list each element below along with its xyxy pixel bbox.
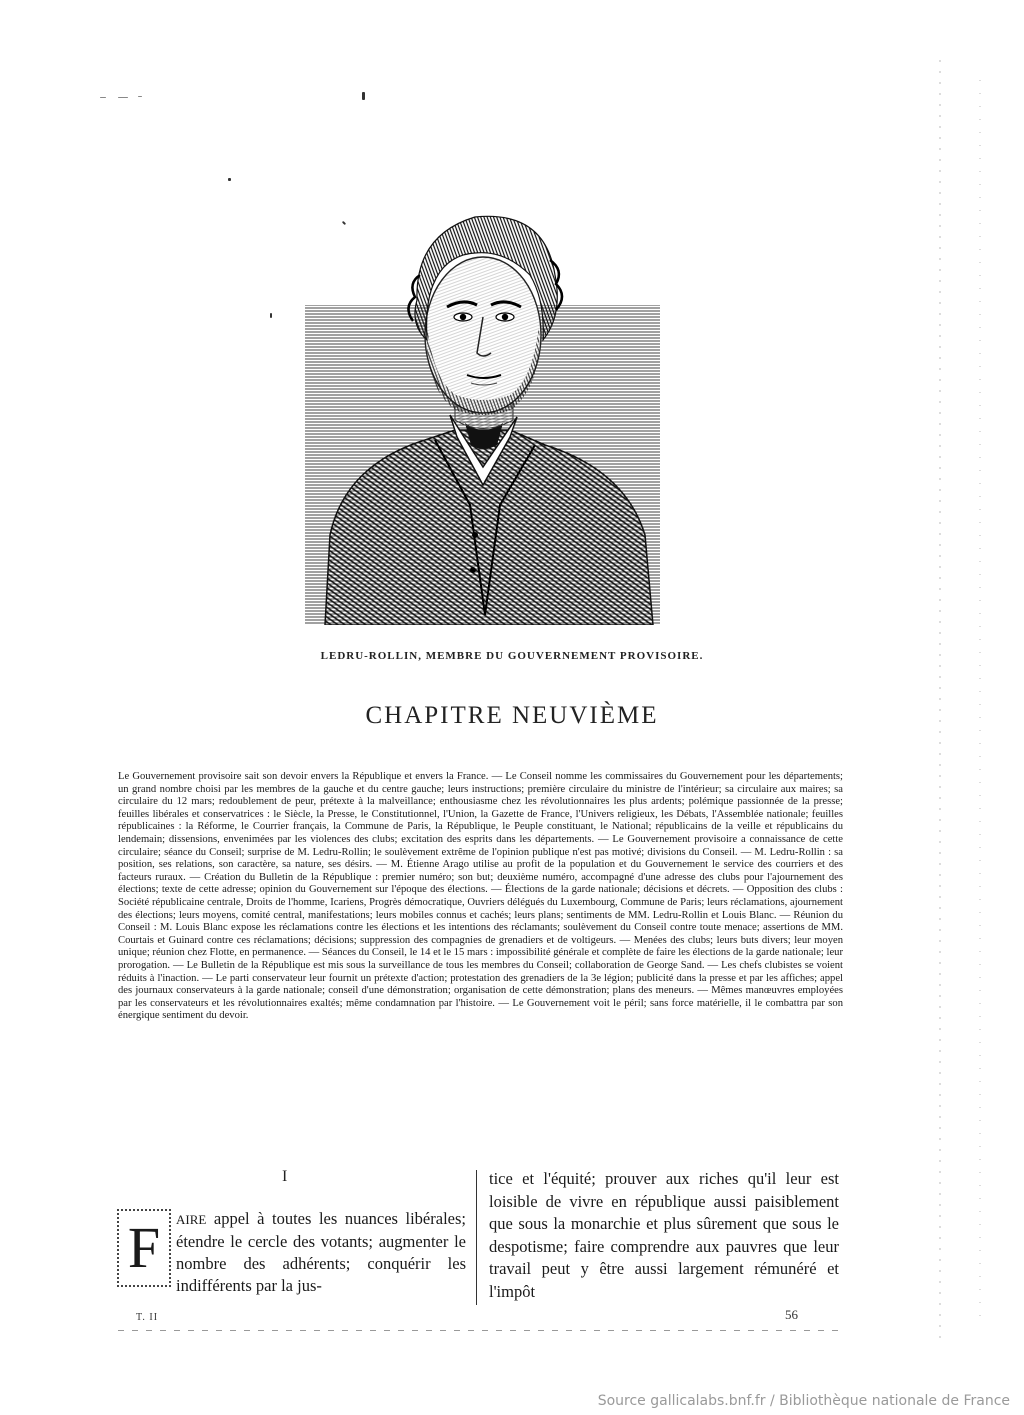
portrait-caption: LEDRU-ROLLIN, MEMBRE DU GOUVERNEMENT PROVISOIRE. xyxy=(320,650,704,662)
bleed-through-marks xyxy=(900,60,1010,1340)
left-column-text: appel à toutes les nuances libérales; étendre le cercle des votants; augmenter le nombre des adhérents; conquérir les indifférents par la jus- xyxy=(176,1209,466,1295)
scan-speck xyxy=(228,178,231,181)
tome-marker: T. II xyxy=(136,1312,159,1323)
column-divider xyxy=(476,1170,477,1305)
left-column xyxy=(176,1208,466,1297)
bottom-rule xyxy=(118,1330,838,1331)
chapter-title: CHAPITRE NEUVIÈME xyxy=(365,702,659,729)
chapter-summary: Le Gouvernement provisoire sait son devoir envers la République et envers la France. — Le Conseil nomme les commissaires du Gouvernement pour les départements; un grand nombre choisi par les membres de la gauche et du centre gauche; leurs instructions; première circulaire du ministre de l'intérieur; sa circulaire aux maires; sa circulaire du 12 mars; redoublement de peur, prétexte à la malveillance; enthousiasme chez les révolutionnaires les plus ardents; polémique passionnée de la presse; feuilles libérales et conservatrices : le Siècle, la Presse, le Constitutionnel, l'Union, la Gazette de France, l'Univers religieux, les Débats, l'Assemblée nationale; feuilles républicaines : la Réforme, le Courrier français, la Commune de Paris, la République, le Peuple constituant, le National; républicains de la veille et républicains du lendemain; dissensions, envenimées par les violences des clubs; excitation des esprits dans les départements. — Le Gouvernement provisoire a connaissance de cette circulaire; séance du Conseil; surprise de M. Ledru-Rollin; le soulèvement extrême de l'opinion publique n'est pas motivé; divisions du Conseil. — M. Ledru-Rollin : sa position, ses relations, son caractère, sa nature, ses désirs. — M. Étienne Arago utilise au profit de la population et du Gouvernement le service des courriers et des facteurs ruraux. — Création du Bulletin de la République : premier numéro; son but; deuxième numéro, accompagné d'une adresse des clubs pour l'ajournement des élections; texte de cette adresse; opinion du Gouvernement sur l'époque des élections. — Élections de la garde nationale; décisions et décrets. — Opposition des clubs : Société républicaine centrale, Droits de l'homme, Icariens, Progrès démocratique, Ouvriers délégués du Luxembourg, Commune de Paris; leurs réclamations, ajournement des élections; leurs moyens, comité central, manifestations; leurs mobiles connus et cachés; leurs plans; sentiments de MM. Ledru-Rollin et Louis Blanc. — Réunion du Conseil : M. Louis Blanc expose les réclamations contre les élections et les intentions des réclamants; soulèvement du Conseil contre toute menace; assertions de MM. Courtais et Guinard contre ces réclamations; décisions; suppression des compagnies de grenadiers et de voltigeurs. — Menées des clubs; leurs buts divers; leur moyen unique; réunion chez Flotte, en permanence. — Séances du Conseil, le 14 et le 15 mars : impossibilité générale et complète de faire les élections de la garde nationale; leur prorogation. — Le Bulletin de la République est mis sous la surveillance de tous les membres du Conseil; collaboration de George Sand. — Les chefs clubistes se voient réduits à l'inaction. — Le parti conservateur leur fournit un prétexte d'action; protestation des grenadiers de la 3e légion; publicité dans la presse et par les affiches; appel des journaux conservateurs à la garde nationale; conseil d'une démonstration; organisation de cette démonstration; plans des meneurs. — Mêmes manœuvres employées par les conservateurs et les révolutionnaires exaltés; même condamnation par l'histoire. — Le Gouvernement voit le péril; sans force matérielle, il le combattra par son énergique sentiment du devoir. xyxy=(118,771,843,1022)
scan-speck xyxy=(118,97,128,98)
left-column-lead: AIRE xyxy=(176,1212,207,1227)
page-number: 56 xyxy=(785,1307,798,1322)
scan-speck xyxy=(270,313,272,318)
source-attribution: Source gallicalabs.bnf.fr / Bibliothèque nationale de France xyxy=(597,1393,1010,1409)
right-column-text: tice et l'équité; prouver aux riches qu'il leur est loisible de vivre en république aussi paisiblement que sous la monarchie et plus sûrement que sous le despotisme; faire comprendre aux pauvres que leur travail peut y être aussi largement rémunéré et l'impôt xyxy=(489,1169,839,1301)
section-numeral: I xyxy=(282,1168,288,1185)
portrait-engraving xyxy=(305,205,660,625)
right-column xyxy=(489,1168,839,1303)
scan-speck xyxy=(362,92,365,100)
dropcap-letter: F xyxy=(127,1215,161,1280)
scan-speck xyxy=(100,97,106,98)
dropcap-initial xyxy=(117,1209,171,1287)
scan-speck xyxy=(138,96,142,97)
